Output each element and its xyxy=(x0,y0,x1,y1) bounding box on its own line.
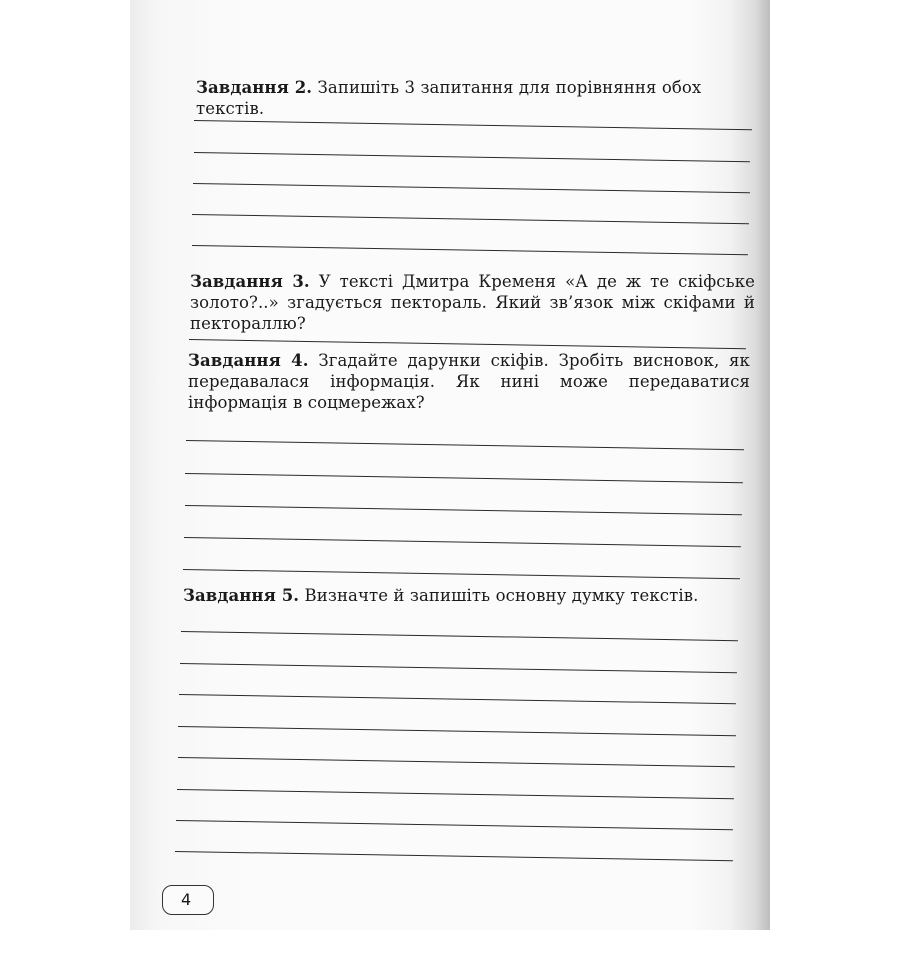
answer-line[interactable] xyxy=(194,120,752,130)
task-2 xyxy=(196,77,756,119)
answer-line[interactable] xyxy=(189,339,746,349)
task-5-label: Завдання 5. xyxy=(183,586,300,605)
answer-line[interactable] xyxy=(193,183,750,193)
answer-line[interactable] xyxy=(185,505,742,515)
answer-line[interactable] xyxy=(184,537,741,547)
answer-line[interactable] xyxy=(192,245,748,255)
answer-line[interactable] xyxy=(192,214,749,224)
task-5-text: Визначте й запишіть основну думку текстів. xyxy=(304,586,699,605)
answer-line[interactable] xyxy=(186,440,744,450)
answer-line[interactable] xyxy=(178,726,736,736)
answer-line[interactable] xyxy=(181,631,738,641)
page-number: 4 xyxy=(162,885,214,915)
answer-line[interactable] xyxy=(185,473,743,483)
answer-line[interactable] xyxy=(180,663,737,673)
task-3-text: У тексті Дмитра Кременя «А де ж те скіфське золото?..» згадується пектораль. Який зв’язок між скіфами й пектораллю? xyxy=(190,272,755,333)
task-3-label: Завдання 3. xyxy=(190,272,310,291)
task-2-text: Запишіть 3 запитання для порівняння обох текстів. xyxy=(196,78,702,118)
task-2-label: Завдання 2. xyxy=(196,78,313,97)
answer-line[interactable] xyxy=(194,152,750,162)
task-4-text: Згадайте дарунки скіфів. Зробіть висновок, як передавалася інформація. Як нині може передаватися інформація в соцмережах? xyxy=(188,351,750,412)
answer-line[interactable] xyxy=(179,694,736,704)
answer-line[interactable] xyxy=(183,569,740,579)
answer-line[interactable] xyxy=(178,757,735,767)
answer-line[interactable] xyxy=(176,820,733,830)
answer-line[interactable] xyxy=(175,851,733,861)
task-3 xyxy=(190,271,755,334)
task-4 xyxy=(188,350,750,413)
task-5 xyxy=(183,585,743,606)
task-4-label: Завдання 4. xyxy=(188,351,309,370)
answer-line[interactable] xyxy=(177,789,734,799)
